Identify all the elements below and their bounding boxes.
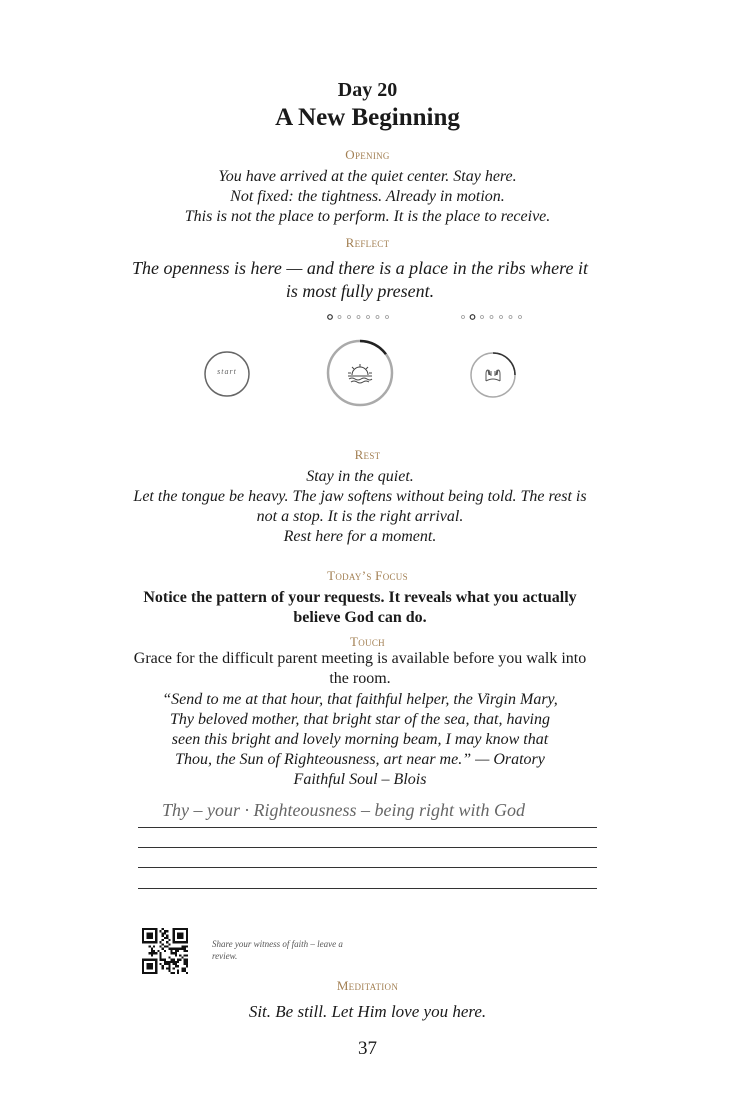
praying-hands-icon	[483, 367, 503, 383]
reflect-label: Reflect	[345, 235, 390, 250]
journal-line-2[interactable]	[138, 847, 597, 848]
rest-label: Rest	[354, 447, 381, 462]
progress-left-dot	[357, 316, 360, 319]
focus-text: Notice the pattern of your requests. It reveals what you actually believe God can do.	[143, 589, 577, 626]
progress-left-dot	[386, 316, 389, 319]
meditation-label: Meditation	[336, 978, 399, 993]
touch-text: Grace for the difficult parent meeting is available before you walk into the room.	[133, 650, 587, 687]
progress-left-dot	[367, 316, 370, 319]
touch-label: Touch	[350, 634, 385, 649]
progress-left-dot-active	[328, 315, 333, 320]
journal-line-1[interactable]	[138, 827, 597, 828]
opening-line-1: You have arrived at the quiet center. Stay here.	[218, 168, 517, 185]
progress-right-dot	[462, 316, 465, 319]
meditation-timer-dial[interactable]	[326, 339, 394, 407]
progress-right-dot	[500, 316, 503, 319]
opening-line-3: This is not the place to perform. It is the place to receive.	[184, 208, 551, 225]
start-label: start	[217, 367, 237, 376]
progress-right-dot-active	[470, 315, 475, 320]
focus-label: Today’s Focus	[327, 568, 408, 583]
touch-quote: “Send to me at that hour, that faithful helper, the Virgin Mary, Thy beloved mother, that bright star of the sea, that, having seen this bright and lovely morning beam, I may know that Thou, the Sun of Righteousness, art near me.” — Oratory Faithful Soul – Blois	[162, 691, 558, 788]
progress-left-dot	[348, 316, 351, 319]
journal-line-3[interactable]	[138, 867, 597, 868]
progress-left-dot	[338, 316, 341, 319]
progress-left-dot	[376, 316, 379, 319]
start-button[interactable]	[204, 351, 250, 397]
rest-text	[127, 467, 593, 547]
word-gloss: Thy – your · Righteousness – being right with God	[162, 800, 525, 820]
progress-right-dot	[490, 316, 493, 319]
progress-right-dot	[519, 316, 522, 319]
sunrise-icon	[346, 363, 374, 385]
reflect-text: The openness is here — and there is a place in the ribs where it is most fully present.	[132, 258, 588, 301]
progress-right-dot	[481, 316, 484, 319]
opening-label: Opening	[345, 147, 390, 162]
day-number: Day 20	[337, 79, 398, 101]
progress-dots-left	[325, 312, 395, 322]
page-title: A New Beginning	[275, 104, 460, 131]
journal-line-4[interactable]	[138, 888, 597, 889]
review-qr-code[interactable]	[142, 928, 188, 974]
rest-line-1: Stay in the quiet.	[306, 468, 414, 485]
rest-line-2: Let the tongue be heavy. The jaw softens without being told. The rest is not a stop. It is the right arrival.	[133, 488, 587, 525]
rest-line-3: Rest here for a moment.	[283, 528, 437, 545]
opening-line-2: Not fixed: the tightness. Already in motion.	[230, 188, 505, 205]
progress-right-dot	[509, 316, 512, 319]
prayer-timer-dial[interactable]	[469, 351, 517, 399]
review-prompt: Share your witness of faith – leave a review.	[212, 939, 343, 961]
page-number: 37	[358, 1038, 377, 1059]
meditation-text: Sit. Be still. Let Him love you here.	[248, 1002, 487, 1021]
progress-dots-right	[458, 312, 528, 322]
